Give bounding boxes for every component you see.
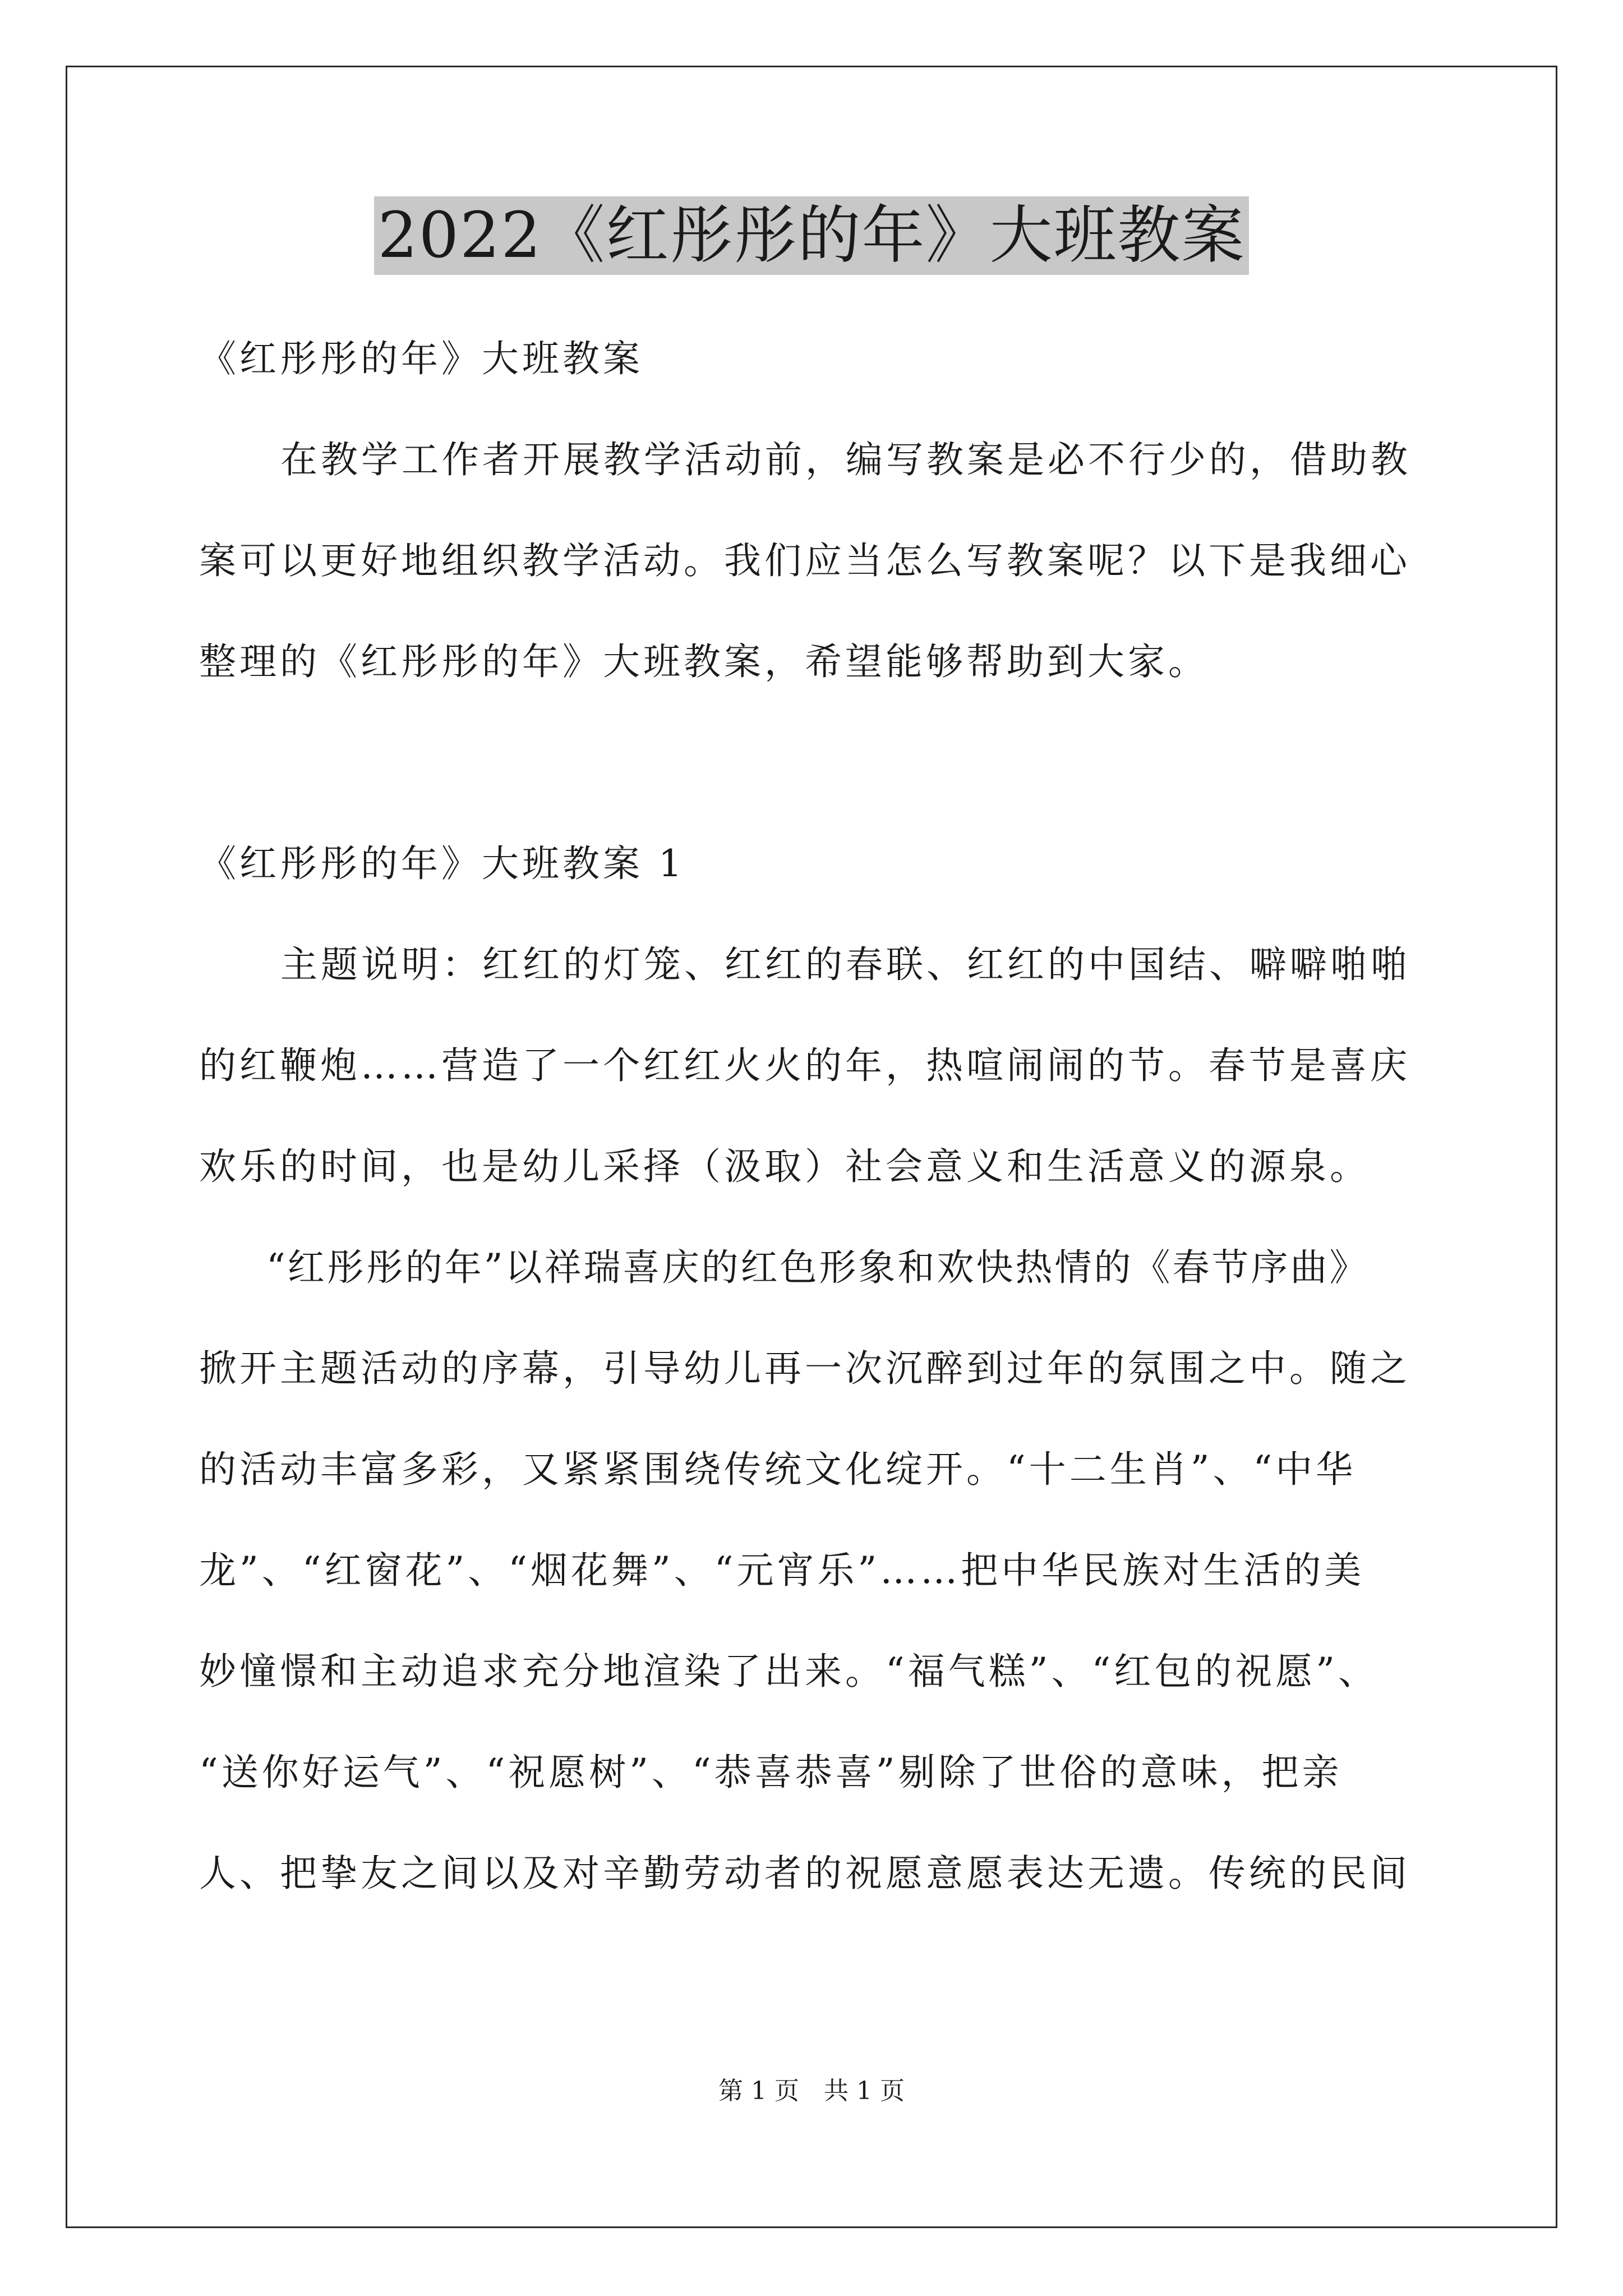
paragraph-line: 的活动丰富多彩，又紧紧围绕传统文化绽开。“十二生肖”、“中华	[199, 1448, 1357, 1491]
paragraph-line: 妙憧憬和主动追求充分地渲染了出来。“福气糕”、“红包的祝愿”、	[199, 1650, 1378, 1693]
document-body	[199, 337, 1433, 1896]
paragraph-line: 在教学工作者开展教学活动前，编写教案是必不行少的，借助教	[280, 438, 1411, 481]
paragraph-line: 欢乐的时间，也是幼儿采择（汲取）社会意义和生活意义的源泉。	[199, 1145, 1370, 1188]
paragraph-line: 案可以更好地组织教学活动。我们应当怎么写教案呢？以下是我细心	[199, 539, 1410, 582]
paragraph-line: 掀开主题活动的序幕，引导幼儿再一次沉醉到过年的氛围之中。随之	[199, 1347, 1410, 1390]
paragraph-line: 龙”、“红窗花”、“烟花舞”、“元宵乐”……把中华民族对生活的美	[199, 1549, 1365, 1592]
title-container	[0, 196, 1623, 275]
paragraph-line: “红彤彤的年”以祥瑞喜庆的红色形象和欢快热情的《春节序曲》	[266, 1246, 1369, 1289]
paragraph-line: 人、把挚友之间以及对辛勤劳动者的祝愿意愿表达无遗。传统的民间	[199, 1852, 1410, 1895]
page-footer: 第 1 页 共 1 页	[718, 2077, 905, 2105]
subtitle-line: 《红彤彤的年》大班教案	[199, 337, 643, 380]
document-title: 2022《红彤彤的年》大班教案	[374, 196, 1248, 275]
section-heading: 《红彤彤的年》大班教案 1	[199, 842, 685, 885]
paragraph-line: 主题说明：红红的灯笼、红红的春联、红红的中国结、噼噼啪啪	[280, 943, 1411, 986]
paragraph-line: 的红鞭炮……营造了一个红红火火的年，热喧闹闹的节。春节是喜庆	[199, 1044, 1410, 1087]
paragraph-line: “送你好运气”、“祝愿树”、“恭喜恭喜”剔除了世俗的意味，把亲	[199, 1751, 1343, 1794]
paragraph-line: 整理的《红彤彤的年》大班教案，希望能够帮助到大家。	[199, 640, 1209, 683]
